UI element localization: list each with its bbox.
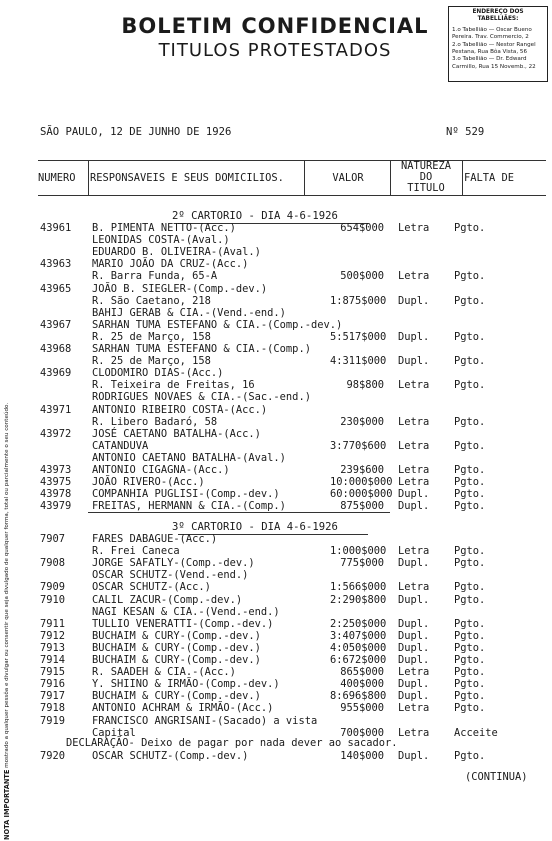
row-text: FREITAS, HERMANN & CIA.-(Comp.)	[92, 500, 286, 513]
row-number: 7912	[40, 629, 66, 642]
row-text: OSCAR SCHUTZ-(Vend.-end.)	[92, 569, 249, 582]
table-row	[40, 379, 540, 391]
table-row	[40, 246, 540, 258]
row-natureza: Letra	[398, 581, 430, 594]
address-line: Pestana, Rua Bôa Vista, 56	[452, 49, 527, 56]
row-valor: 140$000	[340, 750, 384, 762]
row-falta: Acceite	[454, 726, 498, 739]
row-falta: Pgto.	[454, 270, 486, 283]
row-valor: 500$000	[340, 270, 384, 283]
bulletin-number: Nº 529	[446, 126, 485, 138]
row-number: 43975	[40, 476, 72, 489]
row-valor: 60:000$000	[330, 488, 393, 501]
row-text: R. Libero Badaró, 58	[92, 415, 218, 428]
row-valor: 1:566$000	[330, 581, 387, 594]
row-falta: Pgto.	[454, 678, 486, 691]
row-natureza: Dupl.	[398, 294, 430, 307]
row-number: 43961	[40, 222, 72, 234]
row-falta: Pgto.	[454, 439, 486, 452]
row-number: 7907	[40, 533, 66, 545]
row-falta: Pgto.	[454, 641, 486, 654]
table-row	[40, 488, 540, 500]
row-falta: Pgto.	[454, 581, 486, 594]
table-row	[40, 367, 540, 379]
page-title	[110, 14, 440, 61]
row-natureza: Dupl.	[398, 617, 430, 630]
table-row	[40, 464, 540, 476]
row-falta: Pgto.	[454, 666, 486, 679]
row-number: 43972	[40, 427, 72, 440]
row-text: NAGI KESAN & CIA.-(Vend.-end.)	[92, 605, 280, 618]
table-row	[40, 533, 540, 545]
row-text: OSCAR SCHUTZ-(Acc.)	[92, 581, 211, 594]
col-valor: VALOR	[332, 172, 364, 184]
row-falta: Pgto.	[454, 750, 486, 762]
table-row	[40, 452, 540, 464]
row-text: FARES DABAGUE-(Acc.)	[92, 533, 218, 545]
side-notice-text: mostrado a qualquer pessôa e divulgar ou consentir que seja divulgado de qualquer forma, total ou parcialmente o seu conteúdo.	[4, 402, 10, 768]
row-falta: Pgto.	[454, 355, 486, 368]
table-row	[40, 440, 540, 452]
section-title: 3º CARTORIO - DIA 4-6-1926	[172, 521, 338, 533]
declaration: DECLARAÇÃO- Deixo de pagar por nada dever ao sacador.	[66, 737, 398, 749]
row-natureza: Dupl.	[398, 593, 430, 606]
table-header	[38, 160, 546, 196]
address-box	[448, 6, 548, 82]
row-natureza: Letra	[398, 545, 430, 558]
table-row	[40, 642, 540, 654]
table-row	[40, 476, 540, 488]
table-row	[40, 258, 540, 270]
row-text: CLODOMIRO DIAS-(Acc.)	[92, 367, 224, 380]
row-valor: 8:696$800	[330, 690, 387, 703]
table-row	[40, 331, 540, 343]
row-text: JOSÉ CAETANO BATALHA-(Acc.)	[92, 427, 261, 440]
table-row	[40, 404, 540, 416]
table-row	[40, 319, 540, 331]
row-natureza: Dupl.	[398, 641, 430, 654]
row-text: B. PIMENTA NETTO-(Acc.)	[92, 222, 236, 234]
table-row	[40, 630, 540, 642]
row-text: R. São Caetano, 218	[92, 294, 211, 307]
row-natureza: Dupl.	[398, 750, 430, 762]
table-row	[40, 545, 540, 557]
row-text: RODRIGUES NOVAES & CIA.-(Sac.-end.)	[92, 391, 311, 404]
address-heading: ENDEREÇO DOS TABELLIÃES:	[472, 9, 524, 23]
address-line: Carmillo, Rua 15 Novemb., 22	[452, 63, 536, 70]
row-text: JOÃO RIVERO-(Acc.)	[92, 476, 205, 489]
table-row	[40, 500, 540, 512]
table-row	[40, 307, 540, 319]
row-text: R. Teixeira de Freitas, 16	[92, 379, 255, 392]
row-valor: 875$000	[340, 500, 384, 513]
col-divider	[88, 161, 89, 195]
row-falta: Pgto.	[454, 500, 486, 513]
side-notice	[0, 120, 14, 840]
row-valor: 2:250$000	[330, 617, 387, 630]
row-valor: 1:000$000	[330, 545, 387, 558]
row-valor: 6:672$000	[330, 654, 387, 666]
table-row	[40, 234, 540, 246]
table-row	[40, 355, 540, 367]
row-falta: Pgto.	[454, 222, 486, 234]
row-number: 7917	[40, 690, 66, 703]
row-valor: 3:770$600	[330, 439, 387, 452]
row-number: 43973	[40, 464, 72, 476]
table-row	[40, 606, 540, 618]
row-text: BUCHAIM & CURY-(Comp.-dev.)	[92, 654, 261, 666]
table-row	[40, 594, 540, 606]
row-text: COMPANHIA PUGLISI-(Comp.-dev.)	[92, 488, 280, 501]
row-natureza: Letra	[398, 464, 430, 476]
row-number: 43979	[40, 500, 72, 513]
row-natureza: Letra	[398, 270, 430, 283]
row-text: JOÃO B. SIEGLER-(Comp.-dev.)	[92, 282, 268, 295]
row-number: 7916	[40, 678, 66, 691]
date-line: SÃO PAULO, 12 DE JUNHO DE 1926	[40, 126, 232, 138]
row-text: ANTONIO CIGAGNA-(Acc.)	[92, 464, 230, 476]
table-row	[40, 391, 540, 403]
row-number: 43969	[40, 367, 72, 380]
row-falta: Pgto.	[454, 654, 486, 666]
row-falta: Pgto.	[454, 629, 486, 642]
row-text: ANTONIO ACHRAM & IRMÃO-(Acc.)	[92, 702, 274, 715]
row-number: 7915	[40, 666, 66, 679]
row-falta: Pgto.	[454, 294, 486, 307]
address-line: 1.o Tabellião — Oscar Bueno	[452, 26, 532, 33]
table-row	[40, 702, 540, 714]
row-valor: 654$000	[340, 222, 384, 234]
row-number: 7911	[40, 617, 66, 630]
col-numero: NUMERO	[38, 172, 76, 184]
col-divider	[462, 161, 463, 195]
row-text: BAHIJ GERAB & CIA.-(Vend.-end.)	[92, 306, 286, 319]
row-falta: Pgto.	[454, 593, 486, 606]
table-row	[40, 557, 540, 569]
row-valor: 3:407$000	[330, 629, 387, 642]
row-natureza: Letra	[398, 702, 430, 715]
title-line-2: TITULOS PROTESTADOS	[158, 40, 392, 61]
row-falta: Pgto.	[454, 476, 486, 489]
table-row	[40, 343, 540, 355]
row-number: 7914	[40, 654, 66, 666]
row-falta: Pgto.	[454, 702, 486, 715]
row-falta: Pgto.	[454, 464, 486, 476]
row-natureza: Letra	[398, 476, 430, 489]
row-text: OSCAR SCHUTZ-(Comp.-dev.)	[92, 750, 249, 762]
row-text: R. Frei Caneca	[92, 545, 180, 558]
row-valor: 865$000	[340, 666, 384, 679]
row-natureza: Dupl.	[398, 355, 430, 368]
row-number: 43978	[40, 488, 72, 501]
row-text: R. Barra Funda, 65-A	[92, 270, 218, 283]
table-row	[40, 428, 540, 440]
table-row	[40, 678, 540, 690]
row-text: FRANCISCO ANGRISANI-(Sacado) a vista	[92, 714, 318, 727]
row-text: EDUARDO B. OLIVEIRA-(Aval.)	[92, 246, 261, 259]
row-natureza: Letra	[398, 666, 430, 679]
table-row	[40, 416, 540, 428]
col-natureza: NATUREZA DO TITULO	[400, 160, 452, 194]
row-number: 43968	[40, 343, 72, 355]
row-valor: 700$000	[340, 726, 384, 739]
row-text: MARIO JOÃO DA CRUZ-(Acc.)	[92, 258, 249, 271]
table-row	[40, 295, 540, 307]
table-row	[40, 750, 540, 762]
row-valor: 230$000	[340, 415, 384, 428]
row-number: 7920	[40, 750, 66, 762]
row-text: BUCHAIM & CURY-(Comp.-dev.)	[92, 641, 261, 654]
row-text: JORGE SAFATLY-(Comp.-dev.)	[92, 557, 255, 570]
row-text: TULLIO VENERATTI-(Comp.-dev.)	[92, 617, 274, 630]
row-valor: 10:000$000	[330, 476, 393, 489]
table-row	[40, 666, 540, 678]
row-falta: Pgto.	[454, 488, 486, 501]
row-number: 7919	[40, 714, 66, 727]
row-text: R. 25 de Março, 158	[92, 330, 211, 343]
row-text: CATANDUVA	[92, 439, 149, 452]
row-natureza: Letra	[398, 439, 430, 452]
row-number: 43963	[40, 258, 72, 271]
row-natureza: Dupl.	[398, 678, 430, 691]
row-falta: Pgto.	[454, 617, 486, 630]
table-row	[40, 283, 540, 295]
row-number: 7913	[40, 641, 66, 654]
row-valor: 400$000	[340, 678, 384, 691]
row-natureza: Dupl.	[398, 629, 430, 642]
address-line: Pereira. Trav. Commercio, 2	[452, 34, 529, 41]
row-valor: 775$000	[340, 557, 384, 570]
row-text: BUCHAIM & CURY-(Comp.-dev.)	[92, 690, 261, 703]
row-valor: 98$800	[346, 379, 384, 392]
title-line-1: BOLETIM CONFIDENCIAL	[121, 14, 429, 38]
row-natureza: Dupl.	[398, 690, 430, 703]
table-row	[40, 270, 540, 282]
col-responsaveis: RESPONSAVEIS E SEUS DOMICILIOS.	[90, 172, 284, 184]
address-line: 2.o Tabellião — Nestor Rangel	[452, 41, 536, 48]
row-text: Y. SHIINO & IRMÃO-(Comp.-dev.)	[92, 678, 280, 691]
table-row	[40, 654, 540, 666]
row-number: 7909	[40, 581, 66, 594]
row-text: Capital	[92, 726, 136, 739]
col-divider	[304, 161, 305, 195]
row-valor: 4:311$000	[330, 355, 387, 368]
row-text: ANTONIO RIBEIRO COSTA-(Acc.)	[92, 403, 268, 416]
table-row	[40, 618, 540, 630]
row-text: SARHAN TUMA ESTEFANO & CIA.-(Comp.-dev.)	[92, 318, 343, 331]
row-falta: Pgto.	[454, 330, 486, 343]
row-falta: Pgto.	[454, 557, 486, 570]
row-natureza: Letra	[398, 379, 430, 392]
row-text: LEONIDAS COSTA-(Aval.)	[92, 234, 230, 247]
table-row	[40, 690, 540, 702]
row-text: BUCHAIM & CURY-(Comp.-dev.)	[92, 629, 261, 642]
row-valor: 5:517$000	[330, 330, 387, 343]
continua-label: (CONTINUA)	[465, 771, 528, 783]
row-number: 7910	[40, 593, 66, 606]
row-natureza: Dupl.	[398, 557, 430, 570]
section-title: 2º CARTORIO - DIA 4-6-1926	[172, 210, 338, 222]
row-natureza: Letra	[398, 726, 430, 739]
row-text: R. 25 de Março, 158	[92, 355, 211, 368]
row-natureza: Dupl.	[398, 500, 430, 513]
row-number: 7918	[40, 702, 66, 715]
row-natureza: Dupl.	[398, 488, 430, 501]
side-notice-bold: NOTA IMPORTANTE	[3, 769, 11, 840]
row-valor: 955$000	[340, 702, 384, 715]
table-row	[40, 581, 540, 593]
row-text: ANTONIO CAETANO BATALHA-(Aval.)	[92, 451, 286, 464]
row-number: 7908	[40, 557, 66, 570]
row-number: 43965	[40, 282, 72, 295]
table-row	[40, 569, 540, 581]
row-natureza: Dupl.	[398, 654, 430, 666]
table-row	[40, 715, 540, 727]
row-number: 43971	[40, 403, 72, 416]
row-valor: 239$600	[340, 464, 384, 476]
row-number: 43967	[40, 318, 72, 331]
row-natureza: Letra	[398, 222, 430, 234]
row-falta: Pgto.	[454, 379, 486, 392]
section-end-rule	[88, 512, 390, 513]
row-text: R. SAADEH & CIA.-(Acc.)	[92, 666, 236, 679]
row-falta: Pgto.	[454, 690, 486, 703]
row-falta: Pgto.	[454, 415, 486, 428]
col-falta: FALTA DE	[464, 172, 515, 184]
row-valor: 2:290$800	[330, 593, 387, 606]
row-natureza: Dupl.	[398, 330, 430, 343]
row-natureza: Letra	[398, 415, 430, 428]
row-text: CALIL ZACUR-(Comp.-dev.)	[92, 593, 243, 606]
row-falta: Pgto.	[454, 545, 486, 558]
row-valor: 1:875$000	[330, 294, 387, 307]
row-text: SARHAN TUMA ESTEFANO & CIA.-(Comp.)	[92, 343, 311, 355]
table-row	[40, 222, 540, 234]
row-valor: 4:050$000	[330, 641, 387, 654]
address-line: 3.o Tabellião — Dr. Edward	[452, 56, 527, 63]
